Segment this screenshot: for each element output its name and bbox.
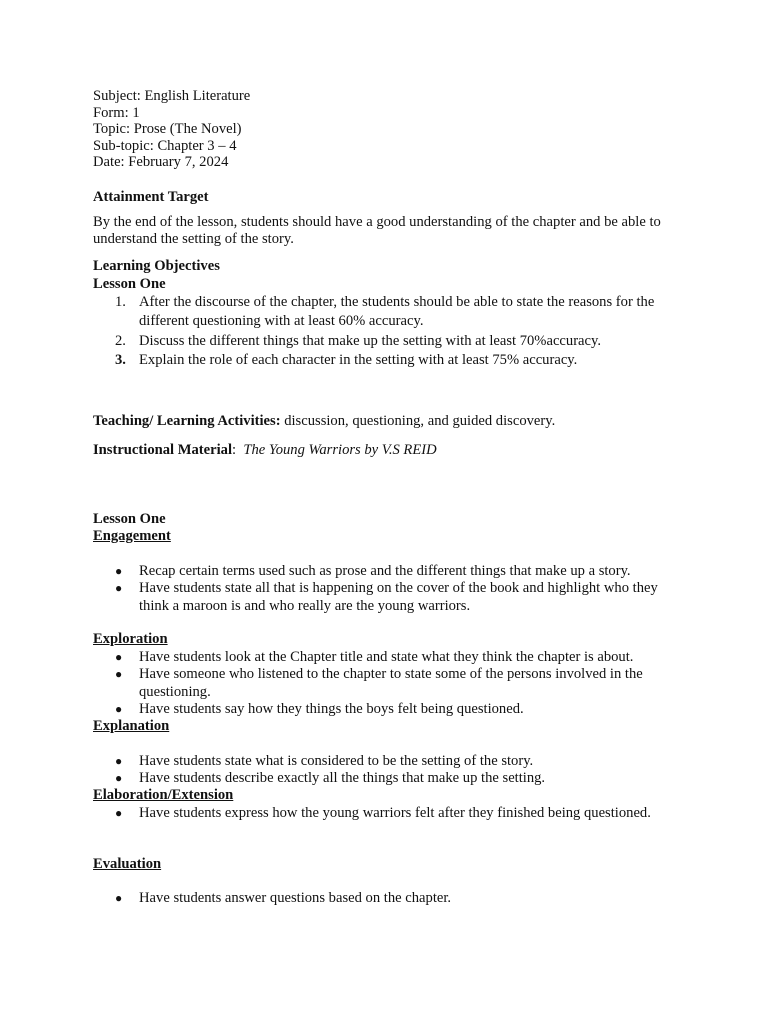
subject-line: Subject: English Literature bbox=[93, 88, 251, 104]
engagement-list bbox=[115, 563, 680, 615]
objective-number: 2. bbox=[115, 332, 126, 349]
list-item: ● Have students express how the young warriors felt after they finished being questioned. bbox=[115, 805, 651, 821]
activities-line bbox=[93, 413, 693, 430]
evaluation-heading: Evaluation bbox=[93, 856, 162, 872]
objective-number: 1. bbox=[115, 294, 126, 310]
list-item: ● Have students look at the Chapter title and state what they think the chapter is about. bbox=[115, 649, 634, 665]
objective-text: Explain the role of each character in the setting with at least 75% accuracy. bbox=[139, 352, 578, 369]
activities-label: Teaching/ Learning Activities: bbox=[93, 413, 281, 429]
list-item: ● Have students describe exactly all the things that make up the setting. bbox=[115, 770, 546, 787]
bullet-icon: ● bbox=[115, 564, 123, 578]
list-item: ● Have someone who listened to the chapter to state some of the persons involved in the questioning. bbox=[115, 666, 643, 700]
attainment-heading: Attainment Target bbox=[93, 189, 209, 205]
objectives-lesson: Lesson One bbox=[93, 276, 166, 292]
bullet-icon: ● bbox=[115, 702, 123, 717]
material-title: The Young Warriors by V.S REID bbox=[243, 442, 437, 458]
objective-text: Discuss the different things that make up the setting with at least 70%accuracy. bbox=[139, 332, 602, 349]
bullet-icon: ● bbox=[115, 806, 123, 820]
lesson-one-heading: Lesson One bbox=[93, 511, 166, 527]
elaboration-heading: Elaboration/Extension bbox=[93, 787, 234, 803]
list-item: ● Have students state all that is happening on the cover of the book and highlight who they think a maroon is and who really are the young warriors. bbox=[115, 580, 658, 614]
date-line: Date: February 7, 2024 bbox=[93, 154, 229, 171]
topic-line: Topic: Prose (The Novel) bbox=[93, 121, 242, 138]
bullet-icon: ● bbox=[115, 771, 123, 786]
activities-text: discussion, questioning, and guided discovery. bbox=[280, 413, 556, 429]
explanation-list bbox=[115, 753, 680, 788]
explanation-heading: Explanation bbox=[93, 718, 170, 734]
material-line bbox=[93, 442, 693, 459]
objectives-heading: Learning Objectives bbox=[93, 258, 220, 274]
attainment-text: By the end of the lesson, students should have a good understanding of the chapter and be able to understand the setting of the story. bbox=[93, 214, 661, 248]
elaboration-list bbox=[115, 805, 680, 822]
subtopic-line: Sub-topic: Chapter 3 – 4 bbox=[93, 137, 237, 154]
objective-item bbox=[115, 293, 675, 332]
material-separator: : bbox=[232, 442, 244, 458]
form-line: Form: 1 bbox=[93, 104, 140, 121]
exploration-list bbox=[115, 649, 680, 719]
header-info bbox=[93, 88, 693, 171]
objective-item bbox=[115, 332, 675, 351]
bullet-icon: ● bbox=[115, 650, 123, 664]
engagement-heading: Engagement bbox=[93, 528, 171, 544]
material-label: Instructional Material bbox=[93, 442, 233, 458]
objectives-list bbox=[115, 293, 675, 371]
objective-item bbox=[115, 351, 675, 370]
objective-number: 3. bbox=[115, 352, 126, 369]
bullet-icon: ● bbox=[115, 667, 123, 682]
list-item: ● Recap certain terms used such as prose and the different things that make up a story. bbox=[115, 563, 631, 579]
evaluation-list bbox=[115, 890, 680, 907]
list-item: ● Have students say how they things the boys felt being questioned. bbox=[115, 701, 524, 718]
exploration-heading: Exploration bbox=[93, 631, 168, 647]
bullet-icon: ● bbox=[115, 581, 123, 596]
objective-text: After the discourse of the chapter, the students should be able to state the reasons for the different questioning with at least 60% accuracy. bbox=[139, 294, 655, 330]
list-item: ● Have students answer questions based on the chapter. bbox=[115, 890, 452, 906]
bullet-icon: ● bbox=[115, 754, 123, 768]
bullet-icon: ● bbox=[115, 891, 123, 905]
list-item: ● Have students state what is considered to be the setting of the story. bbox=[115, 753, 534, 769]
